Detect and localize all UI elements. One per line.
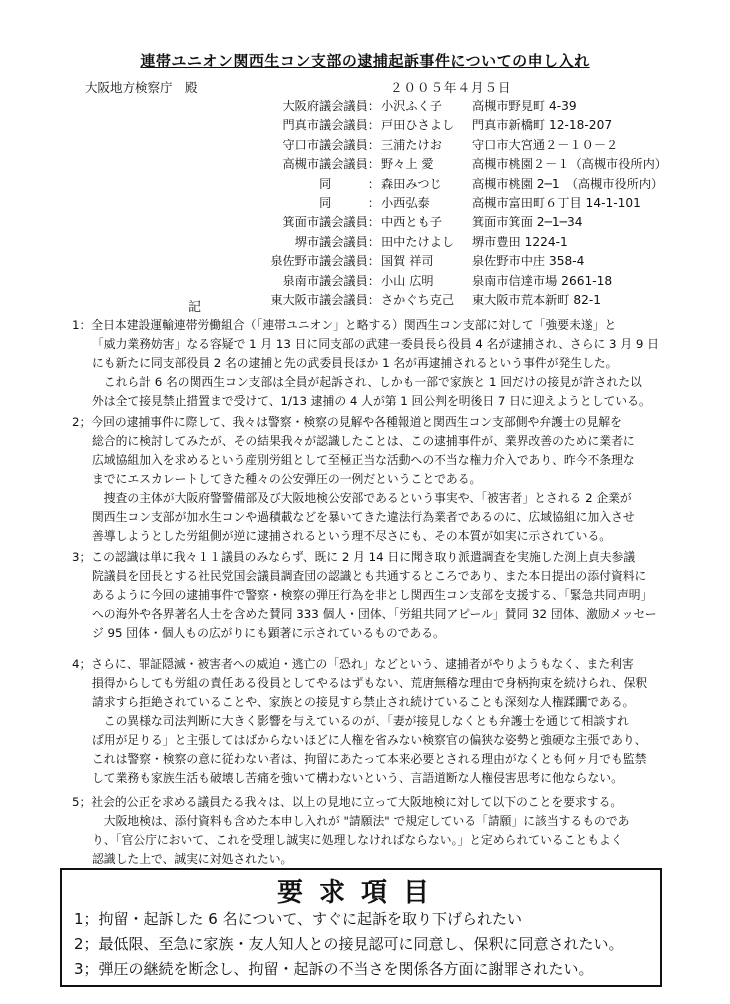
signatory-name: 森田みつじ	[381, 176, 442, 191]
paragraph-line: 「威力業務妨害」なる容疑で 1 月 13 日に同支部の武建一委員長ら役員 4 名が逮捕され、さらに 3 月 9 日	[92, 337, 659, 351]
paragraph-line: 広域協組加入を求めるという産別労組として至極正当な活動への不当な権力介入であり、昨今不条理な	[92, 453, 635, 467]
signatory-address: 高槻市野見町 4-39	[472, 99, 577, 113]
signatory-name: 三浦たけお	[381, 137, 442, 152]
signatory-address: 守口市大宮通２－１０－２	[472, 137, 619, 152]
signatory-title: 守口市議会議員：	[282, 137, 380, 152]
paragraph-2	[72, 413, 712, 546]
paragraph-line: この異様な司法判断に大きく影響を与えているのが、「妻が接見しなくとも弁護士を通じて相談すれ	[92, 714, 629, 728]
paragraph-line: 大阪地検は、添付資料も含めた本申し入れが "請願法" で規定している「請願」に該当するものであ	[92, 814, 630, 828]
signatory-name: 国賀 祥司	[381, 254, 434, 269]
paragraph-line: にも新たに同支部役員 2 名の逮捕と先の武委員長ほか 1 名が再逮捕されるという事件が発生した。	[92, 356, 618, 370]
paragraph-line: 2；今回の逮捕事件に際して、我々は警察・検察の見解や各種報道と関西生コン支部側や弁護士の見解を	[72, 415, 622, 429]
paragraph-line: あるように今回の逮捕事件で警察・検察の弾圧行為を非とし関西生コン支部を支援する、「緊急共同声明」	[92, 588, 653, 602]
paragraph-line: 1：全日本建設運輸連帯労働組合（「連帯ユニオン」と略する）関西生コン支部に対して「強要未遂」と	[72, 318, 617, 332]
paragraph-1	[72, 316, 712, 411]
ki-heading: 記	[188, 300, 202, 315]
signatory-address: 堺市豊田 1224-1	[472, 234, 568, 249]
signatory-name: 野々上 愛	[381, 157, 434, 172]
demands-box	[60, 868, 662, 987]
signatory-name: 戸田ひさよし	[381, 118, 455, 133]
paragraph-line: 認識した上で、誠実に対処されたい。	[92, 852, 293, 866]
signatory-name: 田中たけよし	[381, 234, 455, 249]
paragraph-line: して業務も家族生活も破壊し苦痛を強いて構わないという、言語道断な人権侵害思考に他ならない。	[92, 771, 623, 785]
paragraph-line: 捜査の主体が大阪府警警備部及び大阪地検公安部であるという事実や、「被害者」とされる 2 企業が	[92, 491, 632, 505]
signatory-address: 箕面市箕面 2─1─34	[472, 215, 583, 230]
demand-item-1: 1；拘留・起訴した 6 名について、すぐに起訴を取り下げられたい	[74, 910, 523, 928]
addressee: 大阪地方検察庁 殿	[85, 80, 198, 95]
paragraph-4	[72, 655, 712, 788]
signatory-address: 高槻市桃園 2─1 （高槻市役所内）	[472, 176, 664, 191]
signatory-title: 大阪府議会議員：	[282, 99, 380, 113]
paragraph-line: 善導しようとした労組側が逆に逮捕されるという理不尽さにも、その本質が如実に示されている。	[92, 529, 612, 543]
paragraph-line: これは警察・検察の意に従わない者は、拘留にあたって本来必要とされる理由がなくとも何ヶ月でも監禁	[92, 752, 647, 766]
paragraph-line: への海外や各界著名人士を含めた賛同 333 個人・団体、「労組共同アピール」賛同 32 団体、激励メッセー	[92, 607, 657, 621]
signatory-address: 泉佐野市中庄 358-4	[472, 254, 585, 269]
paragraph-line: 4；さらに、罪証隠滅・被害者への威迫・逃亡の「恐れ」などという、逮捕者がやりようもなく、また利害	[72, 657, 634, 671]
paragraph-line: 総合的に検討してみたが、その結果我々が認識したことは、この逮捕事件が、業界改善のために業者に	[92, 434, 635, 448]
paragraph-line: ジ 95 団体・個人もの広がりにも顕著に示されているものである。	[92, 626, 445, 640]
paragraph-line: ば用が足りる」と主張してはばからないほどに人権を省みない検察官の偏狭な姿勢と強硬な主張であり、	[92, 733, 647, 747]
paragraph-line: までにエスカレートしてきた種々の公安弾圧の一例だということである。	[92, 472, 482, 486]
signatory-name: 中西とも子	[381, 215, 442, 230]
signatory-title: 同 ：	[319, 176, 380, 191]
paragraph-line: 院議員を団長とする社民党国会議員調査団の認識とも共通するところであり、また本日提出の添付資料に	[92, 569, 647, 583]
signatory-name: 小山 広明	[381, 273, 434, 288]
demand-item-3: 3；弾圧の継続を断念し、拘留・起訴の不当さを関係各方面に謝罪されたい。	[74, 960, 594, 978]
paragraph-line: 3；この認識は単に我々１１議員のみならず、既に 2 月 14 日に聞き取り派遣調査を実施した渕上貞夫参議	[72, 550, 636, 564]
paragraph-line: これら計 6 名の関西生コン支部は全員が起訴され、しかも一部で家族と 1 回だけの接見が許された以	[92, 375, 642, 389]
signatory-address: 泉南市信達市場 2661-18	[472, 273, 613, 288]
signatory-title: 堺市議会議員：	[294, 234, 380, 249]
signatory-name: さかぐち克己	[381, 293, 455, 307]
signatory-title: 泉佐野市議会議員：	[270, 254, 380, 269]
signatory-name: 小沢ふく子	[381, 99, 442, 113]
paragraph-3	[72, 548, 712, 643]
signatory-address: 高槻市富田町６丁目 14-1-101	[472, 196, 641, 210]
document-date: ２００５年４月５日	[390, 80, 512, 95]
demands-title: 要求項目	[276, 878, 445, 908]
signatory-address: 高槻市桃園２－１（高槻市役所内）	[472, 157, 667, 172]
signatory-title: 泉南市議会議員：	[282, 273, 380, 288]
paragraph-line: 5；社会的公正を求める議員たる我々は、以上の見地に立って大阪地検に対して以下のことを要求する。	[72, 795, 623, 809]
signatory-title: 東大阪市議会議員：	[270, 293, 380, 307]
paragraph-line: 外は全て接見禁止措置まで受けて、1/13 逮捕の 4 人が第 1 回公判を明後日 7 日に迎えようとしている。	[92, 394, 651, 408]
demand-item-2: 2；最低限、至急に家族・友人知人との接見認可に同意し、保釈に同意されたい。	[74, 935, 624, 953]
signatory-name: 小西弘泰	[381, 196, 430, 210]
paragraph-line: 請求すら拒絶されていることや、家族との接見すら禁止され続けていることも深刻な人権蹂躙である。	[92, 695, 635, 709]
signatory-title: 門真市議会議員：	[282, 118, 380, 133]
signatory-title: 箕面市議会議員：	[282, 215, 380, 230]
signatory-address: 東大阪市荒本新町 82-1	[472, 293, 602, 307]
paragraph-line: 損得からしても労組の責任ある役員としてやるはずもない、荒唐無稽な理由で身柄拘束を続けられ、保釈	[92, 676, 648, 690]
signatory-title: 高槻市議会議員：	[282, 157, 380, 172]
document-title: 連帯ユニオン関西生コン支部の逮捕起訴事件についての申し入れ	[140, 52, 590, 70]
signatory-title: 同 ：	[319, 196, 380, 210]
paragraph-line: 関西生コン支部が加水生コンや過積載などを暴いてきた違法行為業者であるのに、広域協組に加入させ	[92, 510, 635, 524]
paragraph-5	[72, 793, 712, 869]
signatory-address: 門真市新橋町 12-18-207	[472, 118, 613, 133]
paragraph-line: り、「官公庁において、これを受理し誠実に処理しなければならない。」と定められていることもよく	[92, 833, 623, 847]
